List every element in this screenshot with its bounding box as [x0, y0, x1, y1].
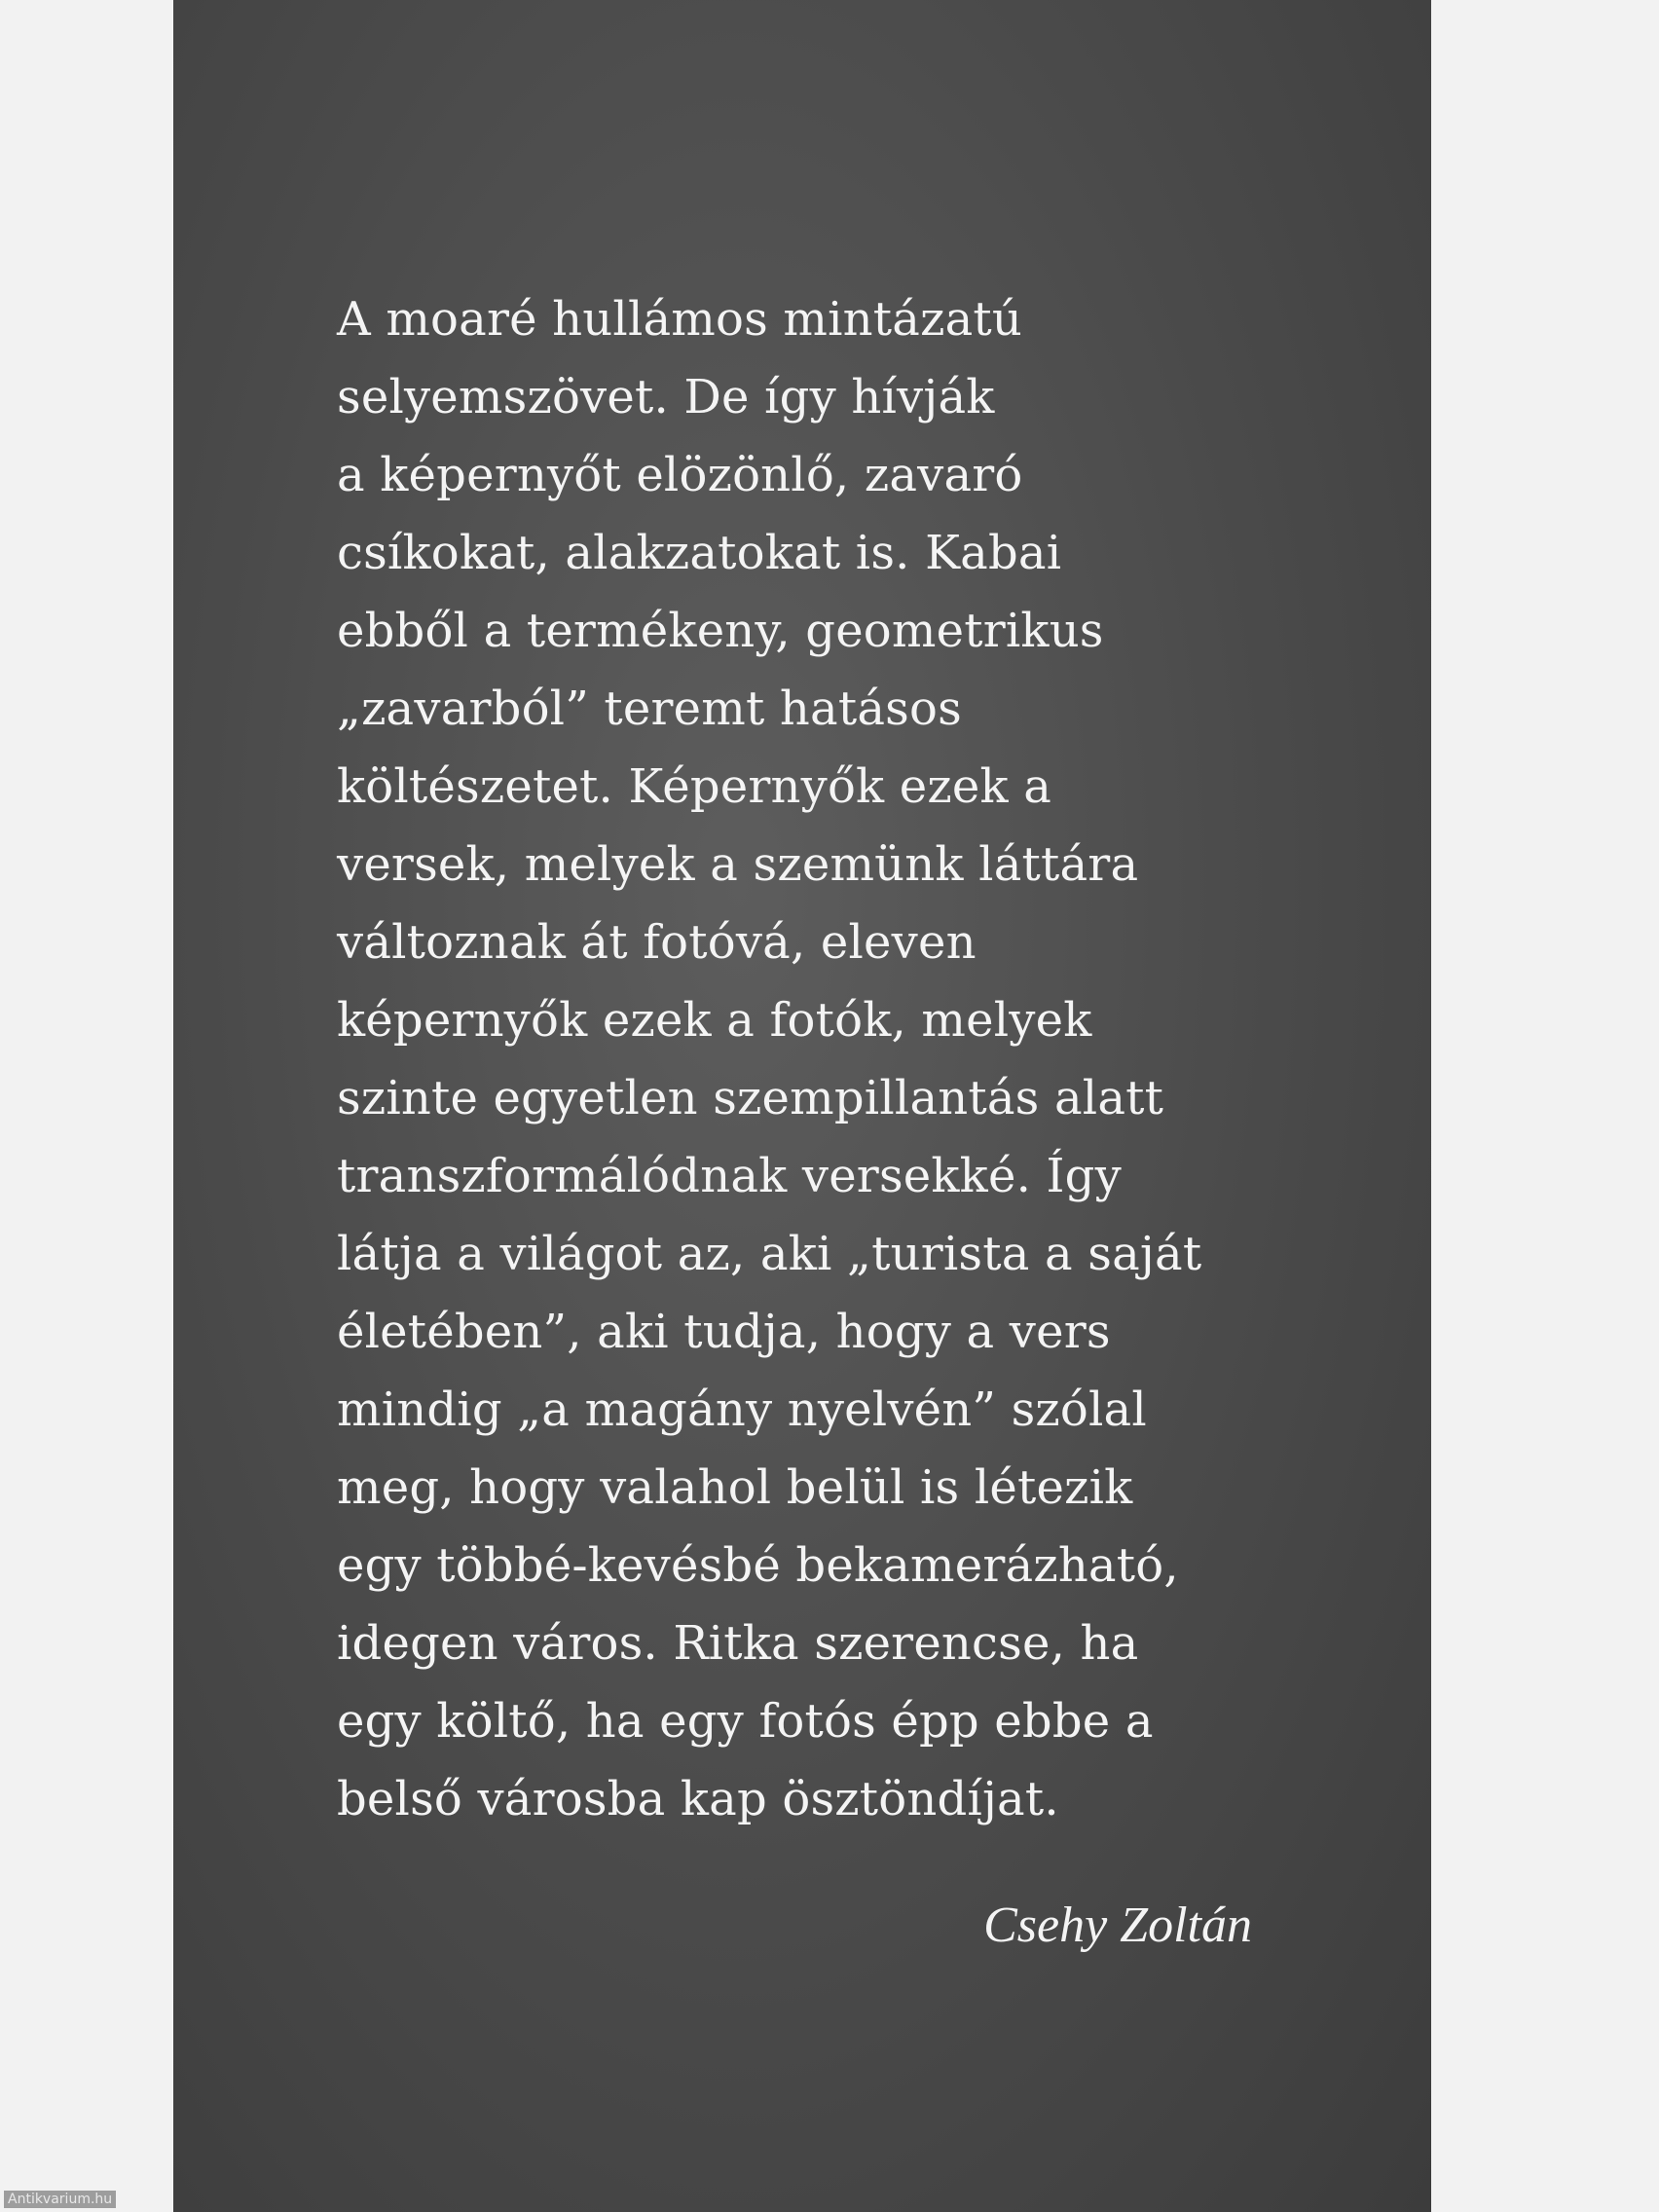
blurb-line: egy költő, ha egy fotós épp ebbe a [337, 1694, 1154, 1749]
author-signature: Csehy Zoltán [983, 1898, 1252, 1953]
blurb-line: A moaré hullámos mintázatú [337, 292, 1023, 347]
blurb-line: költészetet. Képernyők ezek a [337, 759, 1052, 814]
blurb-line: meg, hogy valahol belül is létezik [337, 1460, 1133, 1515]
blurb-text [337, 280, 1310, 1838]
blurb-line: ebből a termékeny, geometrikus [337, 604, 1104, 658]
blurb-line: életében”, aki tudja, hogy a vers [337, 1305, 1111, 1359]
blurb-line: transzformálódnak versekké. Így [337, 1149, 1122, 1203]
blurb-line: idegen város. Ritka szerencse, ha [337, 1616, 1139, 1671]
blurb-line: szinte egyetlen szempillantás alatt [337, 1071, 1164, 1125]
blurb-line: egy többé-kevésbé bekamerázható, [337, 1538, 1179, 1593]
blurb-line: képernyők ezek a fotók, melyek [337, 993, 1092, 1048]
blurb-line: selyemszövet. De így hívják [337, 370, 995, 424]
blurb-line: változnak át fotóvá, eleven [337, 915, 977, 970]
blurb-line: „zavarból” teremt hatásos [337, 682, 962, 736]
blurb-line: versek, melyek a szemünk láttára [337, 837, 1139, 892]
blurb-line: belső városba kap ösztöndíjat. [337, 1772, 1059, 1826]
blurb-line: mindig „a magány nyelvén” szólal [337, 1382, 1147, 1437]
blurb-line: a képernyőt elözönlő, zavaró [337, 448, 1023, 502]
blurb-line: látja a világot az, aki „turista a saját [337, 1227, 1202, 1281]
blurb-line: csíkokat, alakzatokat is. Kabai [337, 526, 1062, 580]
watermark: Antikvarium.hu [4, 2191, 116, 2208]
